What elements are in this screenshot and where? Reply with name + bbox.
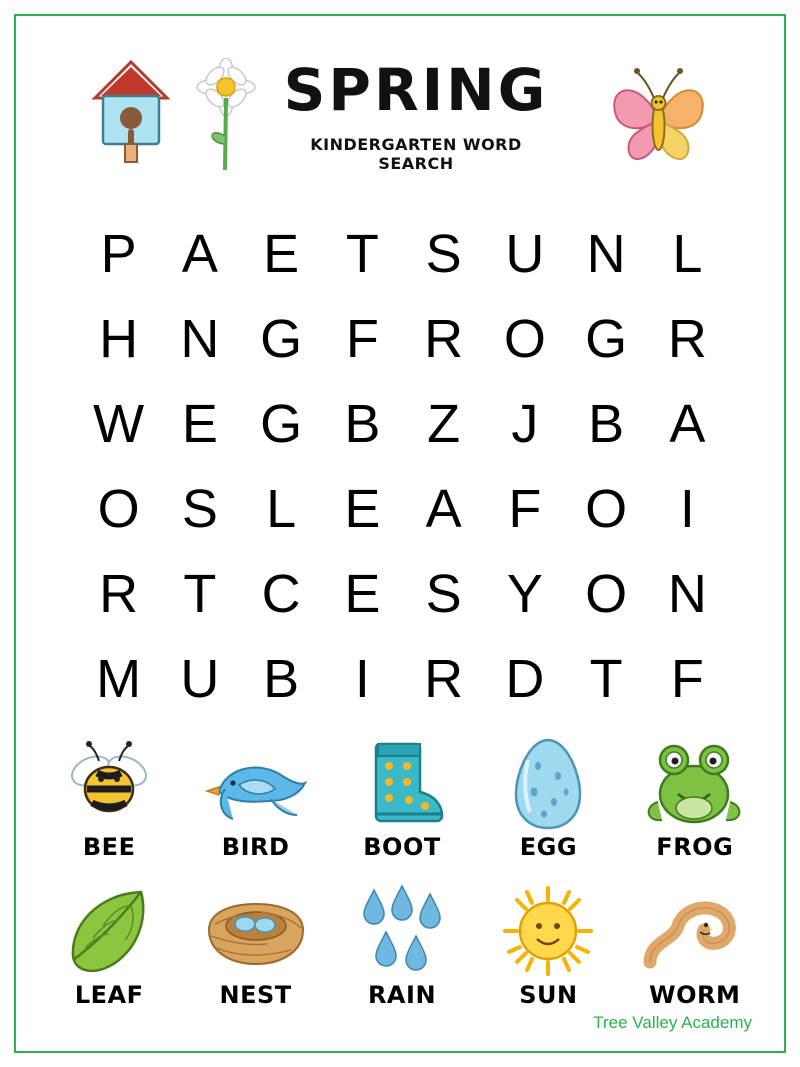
grid-letter[interactable]: N [667, 563, 707, 624]
grid-letter[interactable]: A [425, 478, 462, 539]
grid-letter[interactable]: T [589, 648, 623, 709]
butterfly-icon [601, 58, 716, 173]
word-label: BEE [82, 833, 136, 861]
grid-letter[interactable]: S [425, 563, 462, 624]
grid-letter[interactable]: H [99, 308, 139, 369]
grid-letter[interactable]: T [183, 563, 217, 624]
grid-letter[interactable]: W [93, 393, 145, 454]
grid-letter[interactable]: N [180, 308, 220, 369]
bird-icon [201, 736, 311, 831]
grid-letter[interactable]: P [100, 223, 137, 284]
word-label: SUN [519, 981, 578, 1009]
word-label: FROG [656, 833, 734, 861]
site-credit[interactable]: Tree Valley Academy [593, 1013, 752, 1032]
birdhouse-icon [91, 56, 171, 166]
grid-letter[interactable]: O [97, 478, 140, 539]
grid-letter[interactable]: G [260, 393, 303, 454]
word-list [36, 721, 768, 1009]
word-list-item[interactable] [329, 721, 475, 861]
grid-letter[interactable]: R [667, 308, 707, 369]
word-label: BOOT [363, 833, 441, 861]
grid-letter[interactable]: E [263, 223, 300, 284]
grid-letter[interactable]: I [354, 648, 370, 709]
word-list-item [475, 869, 621, 1009]
worm-icon [640, 884, 750, 979]
grid-letter[interactable]: L [672, 223, 703, 284]
grid-letter[interactable]: O [585, 563, 628, 624]
grid-letter[interactable]: J [511, 393, 539, 454]
word-list-item [36, 869, 182, 1009]
grid-letter[interactable]: E [181, 393, 218, 454]
word-list-item [182, 869, 328, 1009]
rain-boot-icon [347, 736, 457, 831]
grid-letter[interactable]: G [260, 308, 303, 369]
word-label: LEAF [74, 981, 144, 1009]
word-label: RAIN [367, 981, 437, 1009]
word-list-item [622, 721, 768, 861]
sun-icon [493, 884, 603, 979]
word-label: WORM [649, 981, 741, 1009]
worksheet-sheet [14, 14, 786, 1053]
grid-letter[interactable]: F [508, 478, 542, 539]
word-list-item [475, 721, 621, 861]
title-block [271, 56, 561, 173]
grid-letter[interactable]: M [96, 648, 142, 709]
page-subtitle: KINDERGARTEN WORD SEARCH [310, 135, 522, 173]
grid-letter[interactable]: R [424, 648, 464, 709]
grid-letter[interactable]: R [424, 308, 464, 369]
grid-letter[interactable]: B [263, 648, 300, 709]
grid-letter[interactable]: U [180, 648, 220, 709]
grid-letter[interactable]: L [266, 478, 297, 539]
grid-letter[interactable]: O [503, 308, 546, 369]
grid-letter[interactable]: E [344, 478, 381, 539]
word-list-item [622, 869, 768, 1009]
grid-letter[interactable]: Z [427, 393, 461, 454]
grid-letter[interactable]: R [99, 563, 139, 624]
word-list-item [329, 869, 475, 1009]
word-label: EGG [519, 833, 578, 861]
egg-icon [493, 736, 603, 831]
grid-letter[interactable]: C [261, 563, 301, 624]
frog-icon [640, 736, 750, 831]
grid-letter[interactable]: B [344, 393, 381, 454]
grid-letter[interactable]: E [344, 563, 381, 624]
grid-letter[interactable]: U [505, 223, 545, 284]
grid-letter[interactable]: A [669, 393, 706, 454]
word-list-item[interactable] [36, 721, 182, 861]
nest-icon [201, 884, 311, 979]
word-label: NEST [219, 981, 292, 1009]
grid-letter[interactable]: T [345, 223, 379, 284]
grid-letter[interactable]: A [181, 223, 218, 284]
word-list-item[interactable] [182, 721, 328, 861]
grid-letter[interactable]: F [670, 648, 704, 709]
grid-letter[interactable]: O [585, 478, 628, 539]
word-search-grid [78, 211, 728, 721]
grid-letter[interactable]: B [588, 393, 625, 454]
grid-letter[interactable]: Y [506, 563, 543, 624]
leaf-icon [54, 884, 164, 979]
word-label: BIRD [221, 833, 290, 861]
bee-icon [54, 736, 164, 831]
grid-letter[interactable]: I [679, 478, 695, 539]
raindrops-icon [347, 884, 457, 979]
page-title: SPRING [283, 56, 549, 124]
grid-letter[interactable]: S [181, 478, 218, 539]
grid-letter[interactable]: D [505, 648, 545, 709]
grid-letter[interactable]: G [585, 308, 628, 369]
grid-letter[interactable]: F [345, 308, 379, 369]
grid-letter[interactable]: S [425, 223, 462, 284]
daisy-flower-icon [191, 58, 261, 173]
grid-letter[interactable]: N [586, 223, 626, 284]
worksheet-header [16, 16, 784, 176]
